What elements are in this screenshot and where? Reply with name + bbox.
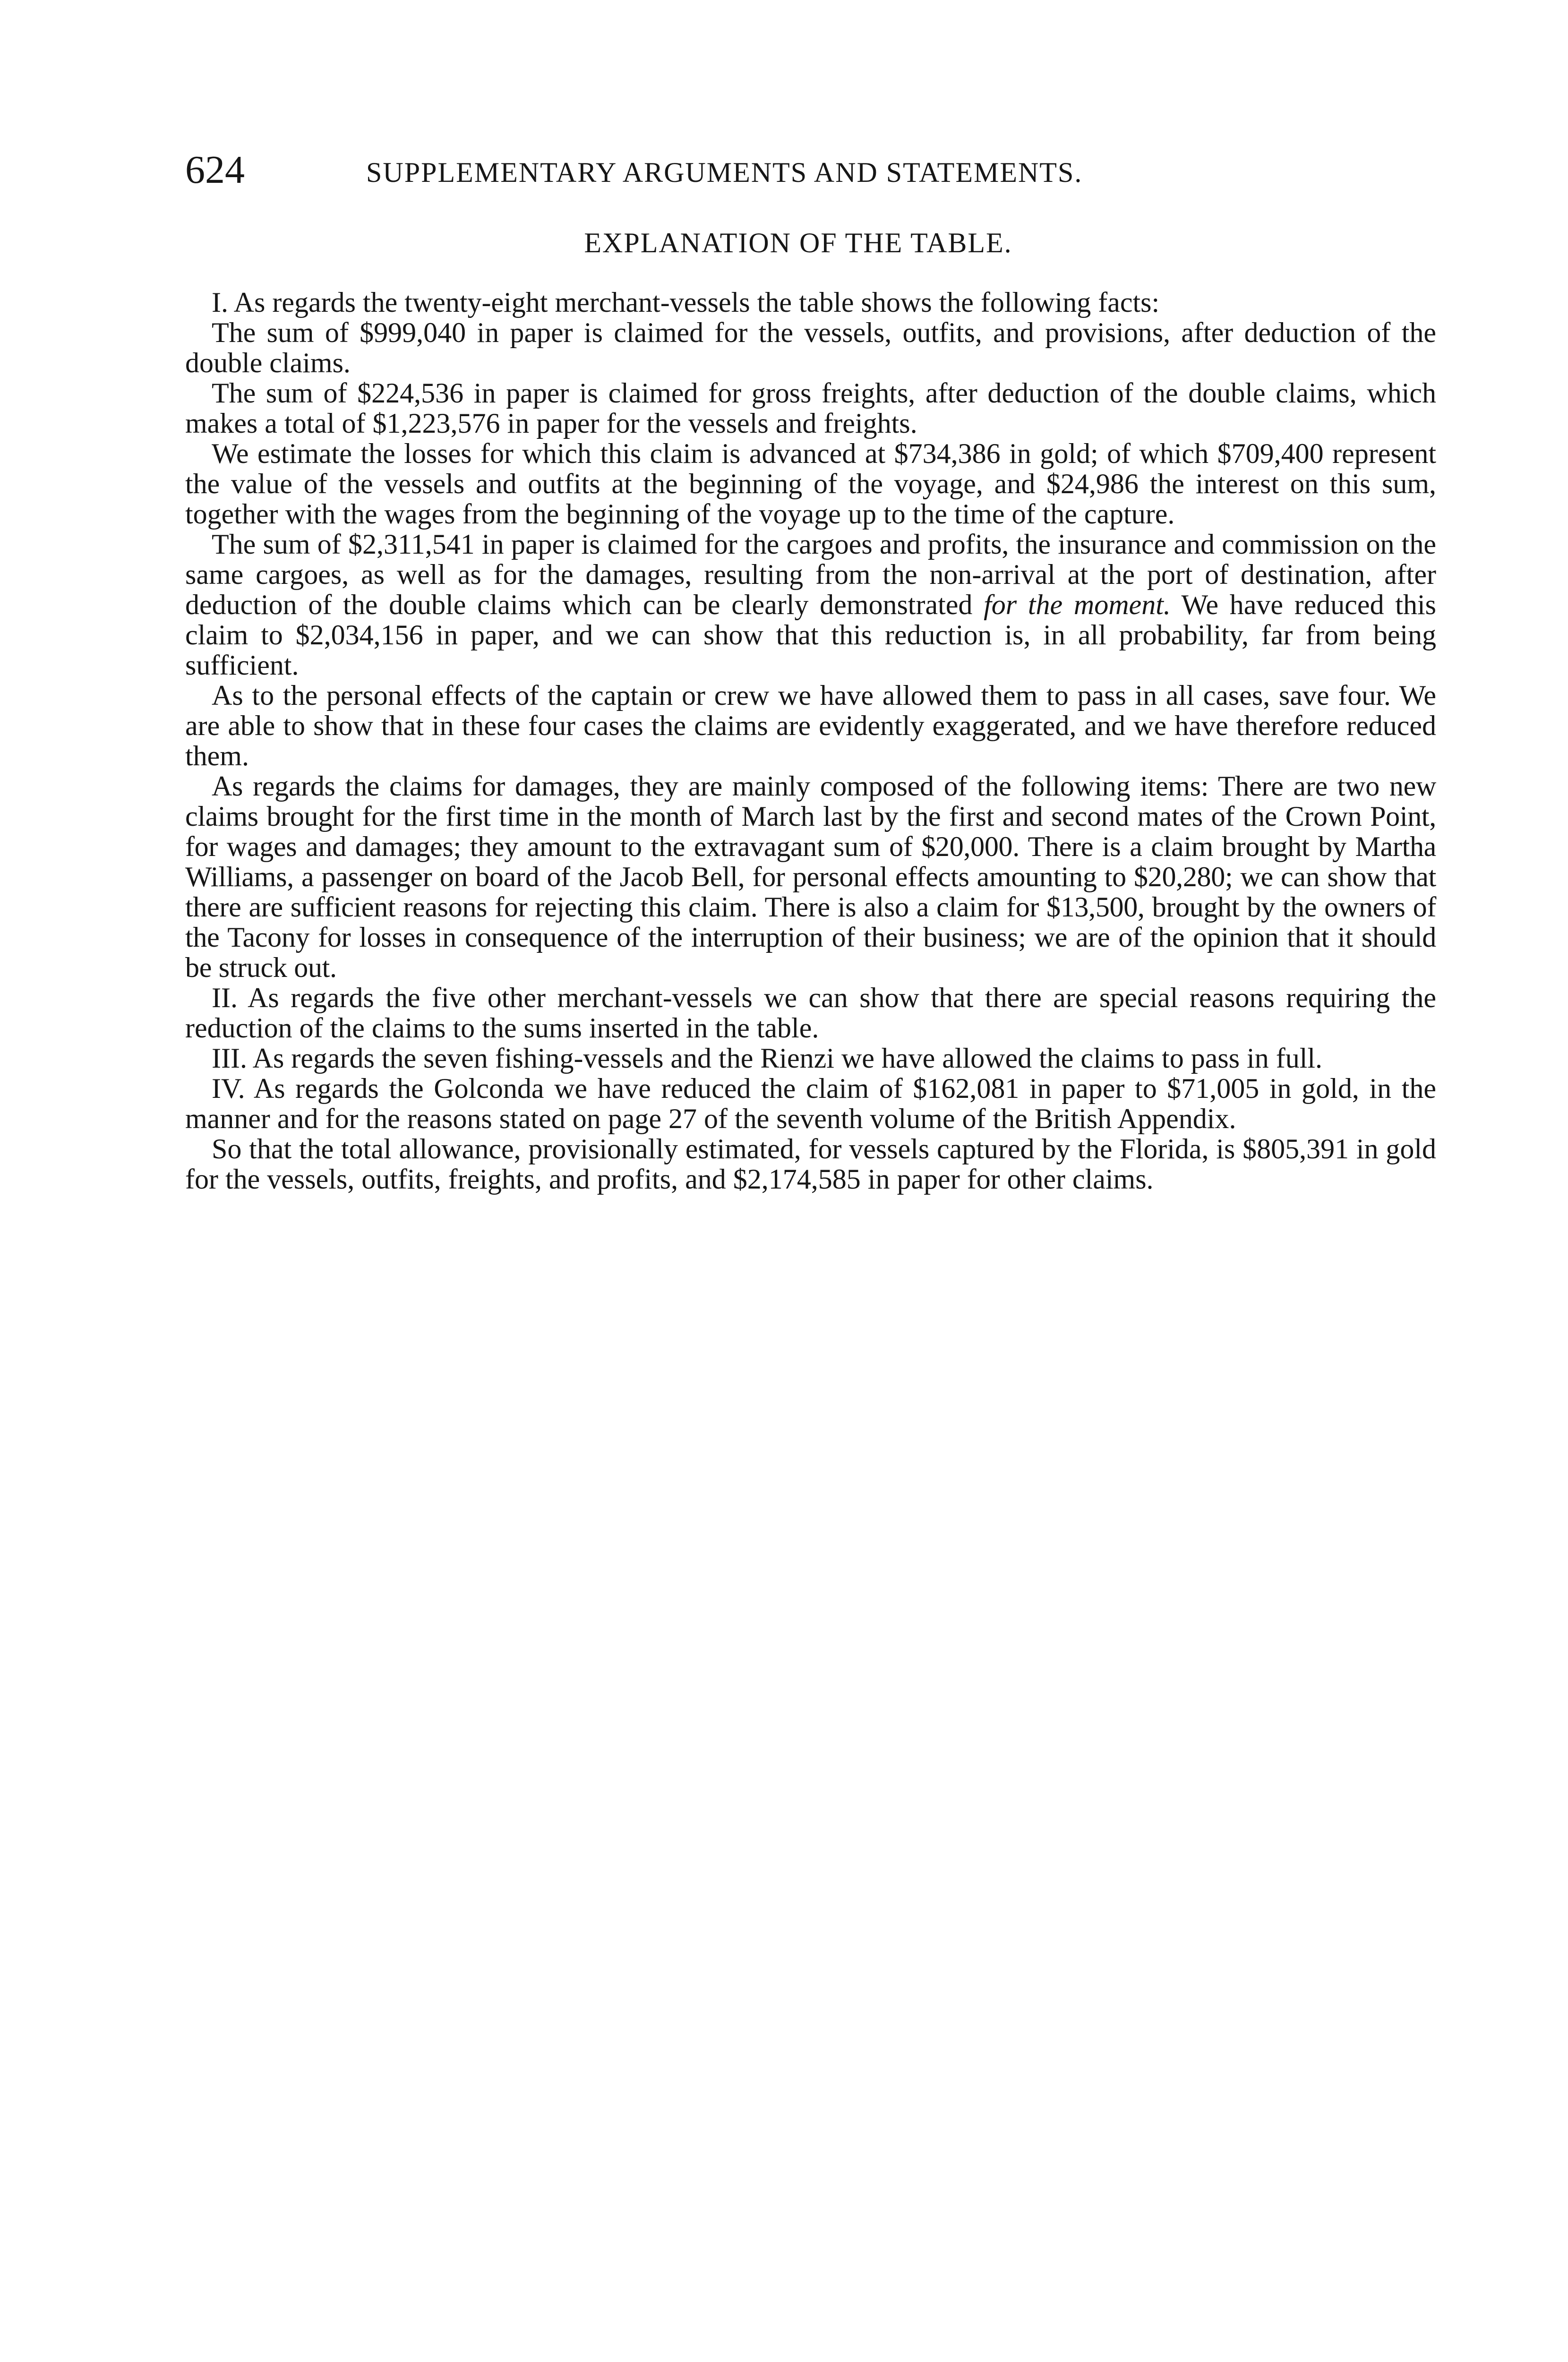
- page-header: [185, 144, 1442, 196]
- section-heading: EXPLANATION OF THE TABLE.: [584, 227, 1012, 258]
- paragraph-fishing-vessels: III. As regards the seven fishing-vessels and the Rienzi we have allowed the claims to pass in full.: [212, 1043, 1323, 1074]
- paragraph-losses-estimate: We estimate the losses for which this claim is advanced at $734,386 in gold; of which $709,400 represent the value of the vessels and outfits at the beginning of the voyage, and $24,986 the interest on this sum, together with the wages from the beginning of the voyage up to the time of the capture.: [185, 438, 1436, 530]
- page-number: 624: [185, 148, 245, 192]
- paragraph-merchant-vessels-intro: I. As regards the twenty-eight merchant-vessels the table shows the following facts:: [212, 287, 1160, 318]
- paragraph-text: The sum of $2,311,541 in paper is claimed for the cargoes and profits, the insurance and commission on the same cargoes, as well as for the damages, resulting from the non-arrival at the port of destination, after deduction of the double claims which can be clearly demonstrated: [185, 529, 1436, 620]
- paragraph-total-allowance: So that the total allowance, provisionally estimated, for vessels captured by the Florida, is $805,391 in gold for the vessels, outfits, freights, and profits, and $2,174,585 in paper for other claims.: [185, 1133, 1436, 1195]
- paragraph-gross-freights: The sum of $224,536 in paper is claimed for gross freights, after deduction of the double claims, which makes a total of $1,223,576 in paper for the vessels and freights.: [185, 377, 1436, 439]
- paragraph-text: We have reduced this claim to $2,034,156 in paper, and we can show that this reduction is, in all probability, far from being sufficient.: [185, 589, 1436, 681]
- body-text: [185, 287, 1436, 1194]
- running-title: SUPPLEMENTARY ARGUMENTS AND STATEMENTS.: [366, 157, 1083, 188]
- paragraph-cargoes-profits: [185, 529, 1436, 680]
- paragraph-damages: As regards the claims for damages, they are mainly composed of the following items: There are two new claims brought for the first time in the month of March last by the first and second mates of the Crown Point, for wages and damages; they amount to the extravagant sum of $20,000. There is a claim brought by Martha Williams, a passenger on board of the Jacob Bell, for personal effects amounting to $20,280; we can show that there are sufficient reasons for rejecting this claim. There is also a claim for $13,500, brought by the owners of the Tacony for losses in consequence of the interruption of their business; we are of the opinion that it should be struck out.: [185, 770, 1436, 983]
- paragraph-golconda: IV. As regards the Golconda we have reduced the claim of $162,081 in paper to $71,005 in gold, in the manner and for the reasons stated on page 27 of the seventh volume of the British Appendix.: [185, 1073, 1436, 1134]
- paragraph-vessels-outfits: The sum of $999,040 in paper is claimed for the vessels, outfits, and provisions, after deduction of the double claims.: [185, 317, 1436, 378]
- italic-phrase: for the moment.: [984, 589, 1171, 620]
- paragraph-personal-effects: As to the personal effects of the captain or crew we have allowed them to pass in all cases, save four. We are able to show that in these four cases the claims are evidently exaggerated, and we have therefore reduced them.: [185, 680, 1436, 771]
- paragraph-other-merchant-vessels: II. As regards the five other merchant-vessels we can show that there are special reasons requiring the reduction of the claims to the sums inserted in the table.: [185, 982, 1436, 1044]
